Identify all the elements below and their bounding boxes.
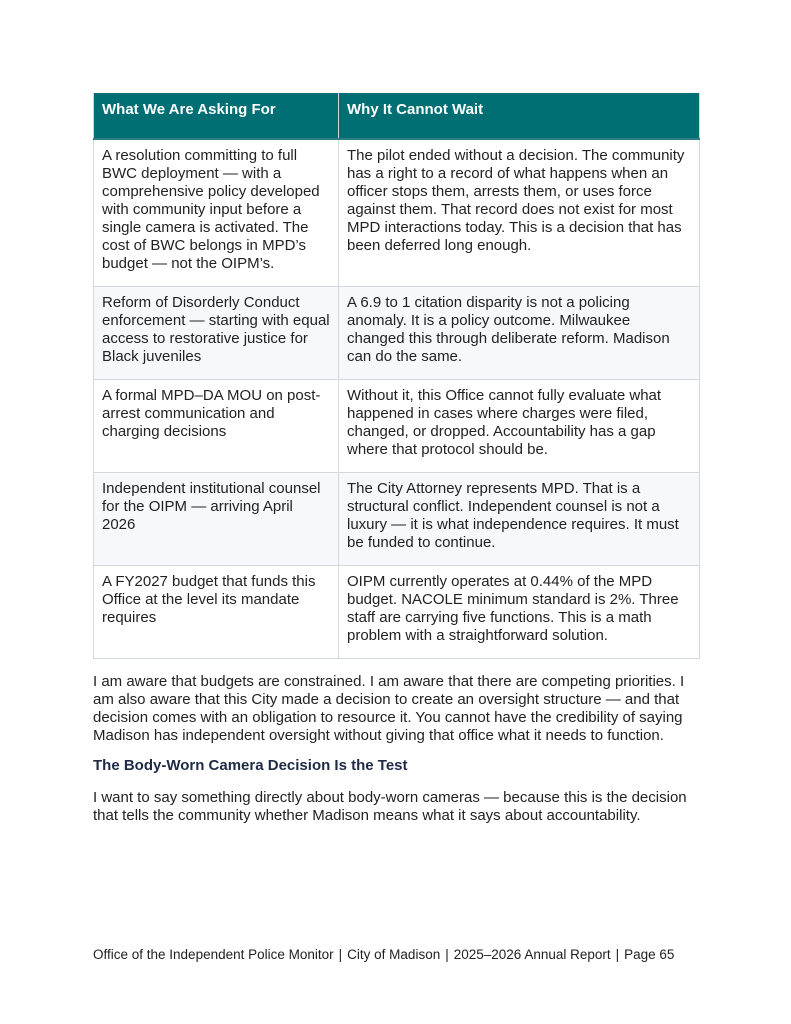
footer-separator: | <box>615 947 620 962</box>
table-header-row <box>94 93 700 139</box>
table-cell-why: The City Attorney represents MPD. That is a structural conflict. Independent counsel is not a luxury — it is what independence requires. It must be funded to continue. <box>339 473 700 566</box>
table-cell-why: The pilot ended without a decision. The community has a right to a record of what happens when an officer stops them, arrests them, or uses force against them. That record does not exist for most MPD interactions today. This is a decision that has been deferred long enough. <box>339 139 700 287</box>
footer-office: Office of the Independent Police Monitor <box>93 947 334 962</box>
column-header-asking: What We Are Asking For <box>94 93 339 139</box>
table-row <box>94 473 700 566</box>
footer-separator: | <box>338 947 343 962</box>
section-heading: The Body-Worn Camera Decision Is the Test <box>93 757 408 774</box>
table-cell-ask: A formal MPD–DA MOU on post-arrest communication and charging decisions <box>94 380 339 473</box>
bwc-paragraph: I want to say something directly about body-worn cameras — because this is the decision that tells the community whether Madison means what it says about accountability. <box>93 789 687 824</box>
table-row <box>94 380 700 473</box>
table-cell-why: Without it, this Office cannot fully evaluate what happened in cases where charges were filed, changed, or dropped. Accountability has a gap where that protocol should be. <box>339 380 700 473</box>
document-page <box>93 93 699 825</box>
footer-separator: | <box>445 947 449 962</box>
footer-page-number: Page 65 <box>624 947 675 962</box>
footer-report: 2025–2026 Annual Report <box>453 947 611 962</box>
table-cell-ask: Reform of Disorderly Conduct enforcement — starting with equal access to restorative justice for Black juveniles <box>94 287 339 380</box>
table-cell-ask: Independent institutional counsel for the OIPM — arriving April 2026 <box>94 473 339 566</box>
table-cell-why: A 6.9 to 1 citation disparity is not a policing anomaly. It is a policy outcome. Milwaukee changed this through deliberate reform. Madison can do the same. <box>339 287 700 380</box>
page-footer <box>93 947 699 963</box>
table-cell-ask: A FY2027 budget that funds this Office at the level its mandate requires <box>94 566 339 659</box>
footer-city: City of Madison <box>347 947 441 962</box>
requests-table <box>93 93 700 659</box>
table-row <box>94 139 700 287</box>
table-cell-why: OIPM currently operates at 0.44% of the MPD budget. NACOLE minimum standard is 2%. Three staff are carrying five functions. This is a math problem with a straightforward solution. <box>339 566 700 659</box>
table-row <box>94 566 700 659</box>
table-row <box>94 287 700 380</box>
budget-paragraph: I am aware that budgets are constrained. I am aware that there are competing priorities. I am also aware that this City made a decision to create an oversight structure — and that decision comes with an obligation to resource it. You cannot have the credibility of saying Madison has independent oversight without giving that office what it needs to function. <box>93 673 685 744</box>
column-header-why: Why It Cannot Wait <box>339 93 700 139</box>
table-cell-ask: A resolution committing to full BWC deployment — with a comprehensive policy developed with community input before a single camera is activated. The cost of BWC belongs in MPD’s budget — not the OIPM’s. <box>94 139 339 287</box>
